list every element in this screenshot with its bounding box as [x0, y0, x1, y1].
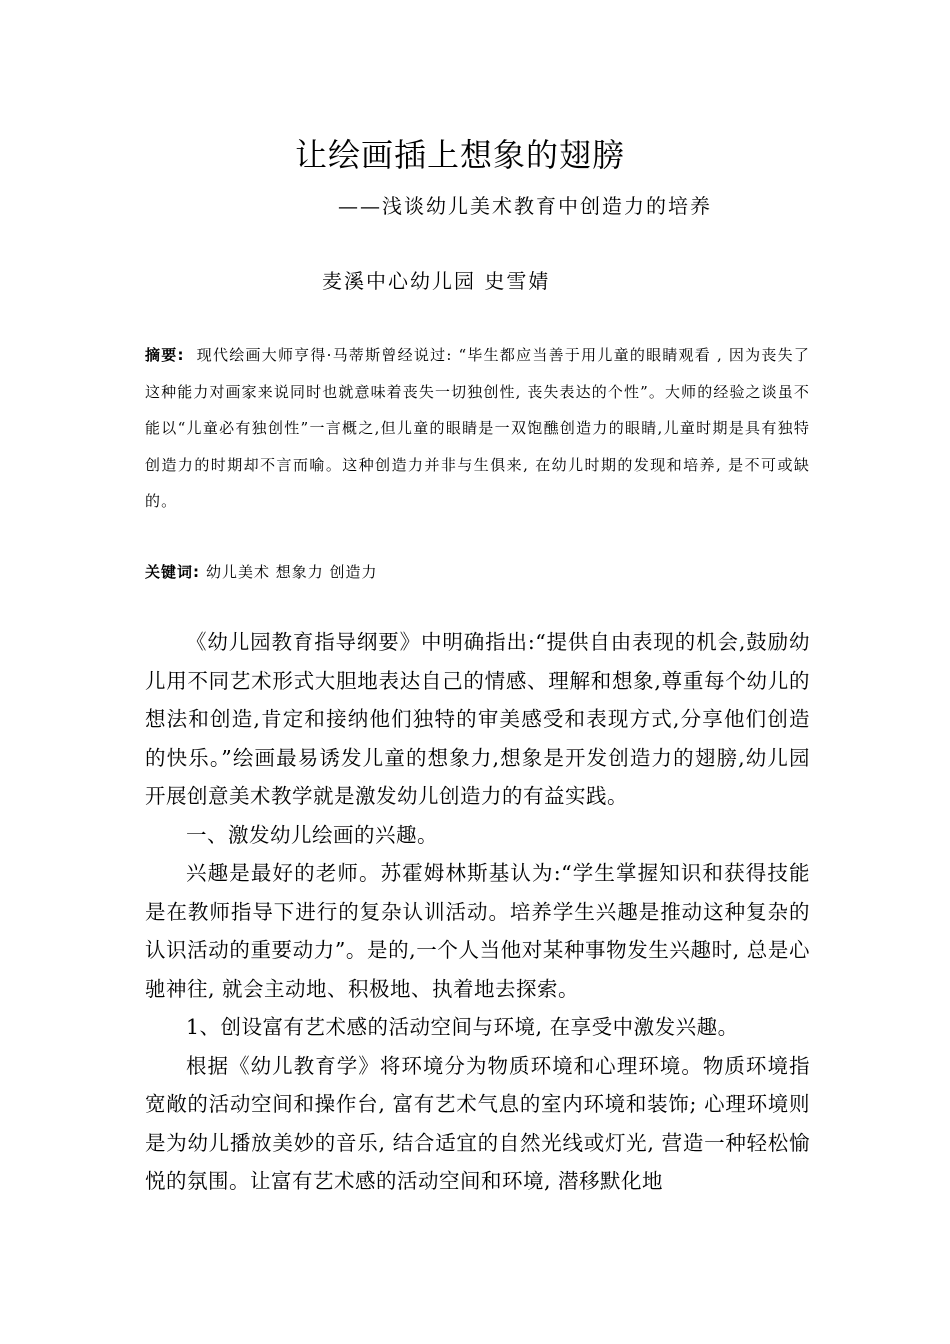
subsection-heading: 1、创设富有艺术感的活动空间与环境, 在享受中激发兴趣。 — [186, 1015, 739, 1039]
body-paragraph: 兴趣是最好的老师。苏霍姆林斯基认为:“学生掌握知识和获得技能是在教师指导下进行的复杂认训活动。培养学生兴趣是推动这种复杂的认识活动的重要动力”。是的,一个人当他对某种事物发生兴趣时, 总是心驰神往, 就会主动地、积极地、执着地去探索。 — [145, 861, 810, 1001]
keywords-text: 幼儿美术 想象力 创造力 — [206, 563, 378, 581]
section-heading: 一、激发幼儿绘画的兴趣。 — [186, 822, 438, 847]
document-title: 让绘画插上想象的翅膀 — [294, 136, 625, 174]
body-text — [145, 623, 810, 1201]
document-subtitle: ——浅谈幼儿美术教育中创造力的培养 — [338, 194, 712, 218]
body-paragraph: 根据《幼儿教育学》将环境分为物质环境和心理环境。物质环境指宽敞的活动空间和操作台, 富有艺术气息的室内环境和装饰; 心理环境则是为幼儿播放美妙的音乐, 结合适宜的自然光线或灯光, 营造一种轻松愉悦的氛围。让富有艺术感的活动空间和环境, 潜移默化地 — [145, 1053, 810, 1193]
keywords-label: 关键词: — [145, 563, 200, 581]
keywords — [145, 558, 378, 586]
abstract — [145, 337, 810, 520]
document-author: 麦溪中心幼儿园 史雪婧 — [322, 269, 551, 293]
abstract-text: 现代绘画大师亨得·马蒂斯曾经说过: “毕生都应当善于用儿童的眼睛观看 , 因为丧失了这种能力对画家来说同时也就意味着丧失一切独创性, 丧失表达的个性”。大师的经验之谈虽不能以“儿童必有独创性”一言概之,但儿童的眼睛是一双饱醮创造力的眼睛,儿童时期是具有独特创造力的时期却不言而喻。这种创造力并非与生俱来, 在幼儿时期的发现和培养, 是不可或缺的。 — [145, 346, 810, 510]
abstract-label: 摘要: — [145, 346, 185, 364]
body-paragraph: 《幼儿园教育指导纲要》中明确指出:“提供自由表现的机会,鼓励幼儿用不同艺术形式大胆地表达自己的情感、理解和想象,尊重每个幼儿的想法和创造,肯定和接纳他们独特的审美感受和表现方式,分享他们创造的快乐。”绘画最易诱发儿童的想象力,想象是开发创造力的翅膀,幼儿园开展创意美术教学就是激发幼儿创造力的有益实践。 — [145, 630, 810, 808]
